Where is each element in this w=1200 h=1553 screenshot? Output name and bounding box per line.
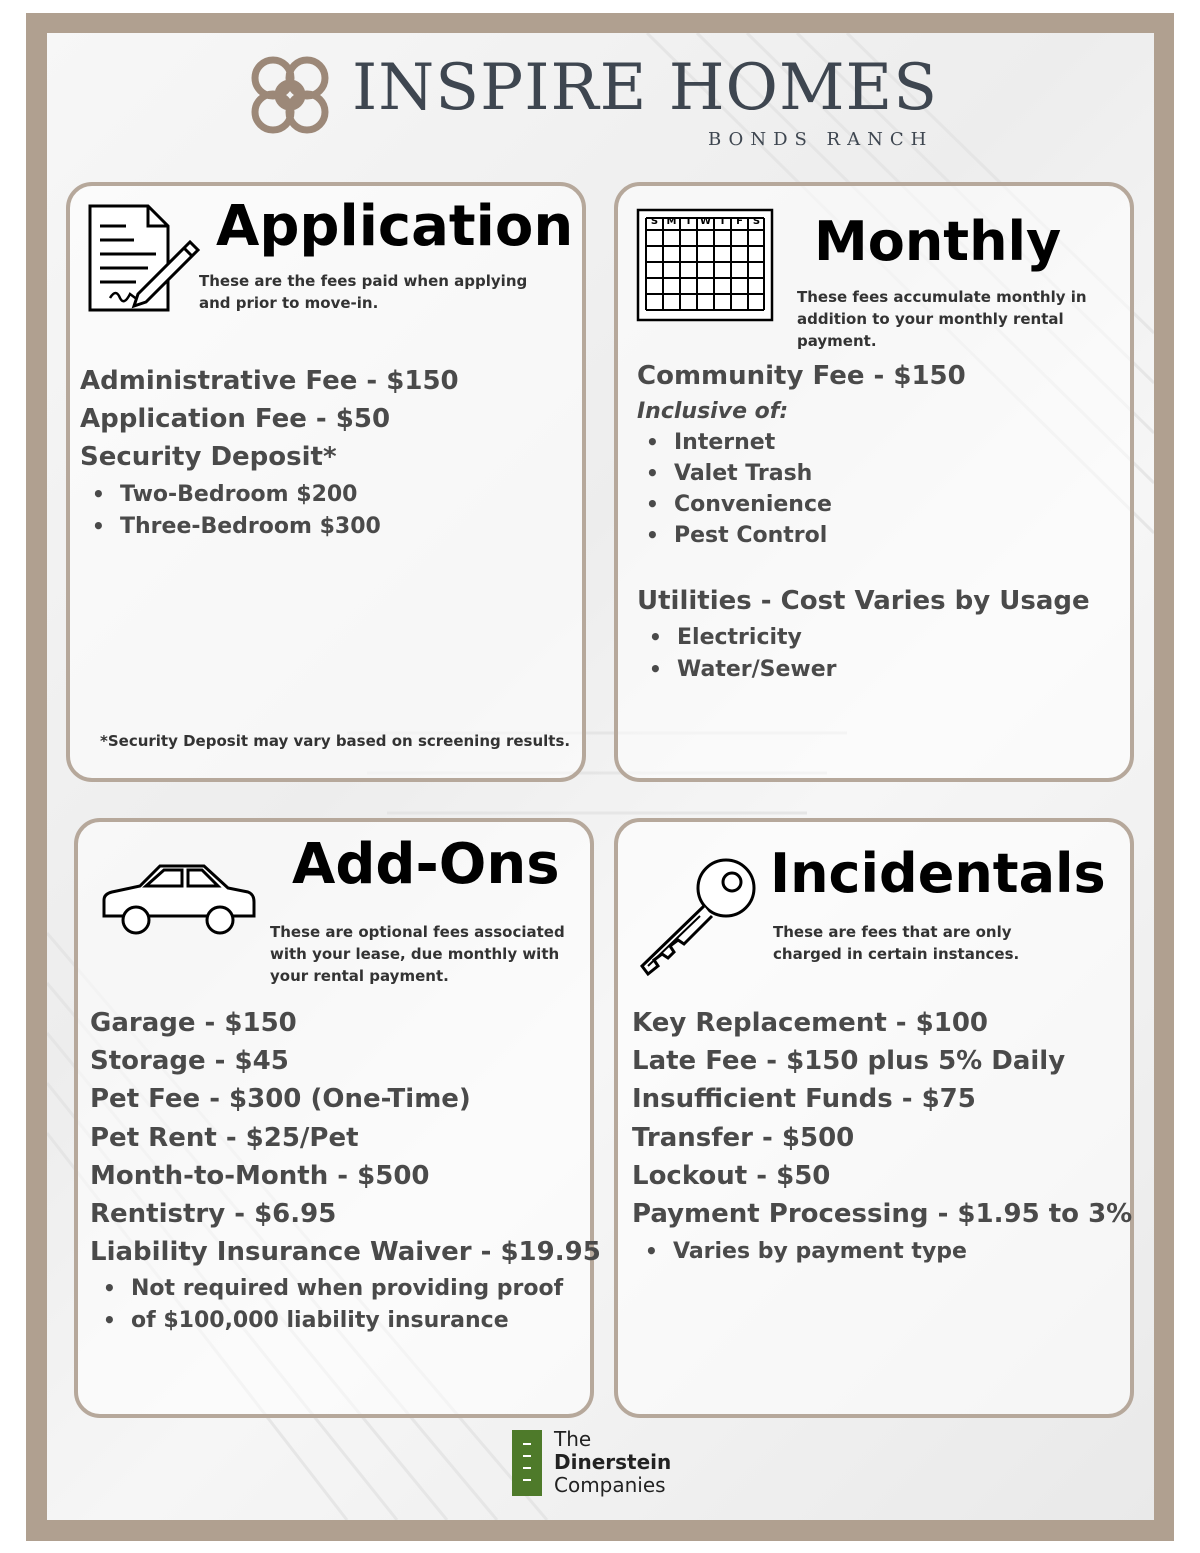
fee-item: Rentistry - $6.95 [90,1199,337,1229]
monthly-description: These fees accumulate monthly in addition to your monthly rental payment. [797,288,1087,350]
footer-line: The [554,1427,592,1451]
waiver-note: • Not required when providing proof [131,1276,563,1301]
addons-title: Add-Ons [292,832,560,897]
calendar-day-label: S [752,216,761,227]
fee-item: Pet Rent - $25/Pet [90,1123,359,1153]
celtic-knot-logo-icon [243,48,337,142]
calendar-day-label: W [699,216,712,227]
key-icon [634,854,760,980]
list-item: • Water/Sewer [677,657,837,682]
fee-item: Liability Insurance Waiver - $19.95 [90,1237,601,1267]
calendar-day-label: M [666,216,677,227]
list-item: • Pest Control [674,523,827,548]
calendar-day-label: T [719,216,726,227]
fee-item: Insufficient Funds - $75 [632,1084,976,1114]
calendar-day-label: F [736,216,743,227]
monthly-title: Monthly [814,210,1062,273]
list-item: • Internet [674,430,775,455]
processing-note: • Varies by payment type [673,1239,967,1264]
security-deposit-footnote: *Security Deposit may vary based on screening results. [100,732,571,750]
inclusive-label: Inclusive of: [637,399,789,424]
list-item: • Valet Trash [674,461,812,486]
fee-item: Month-to-Month - $500 [90,1161,430,1191]
brand-name: INSPIRE HOMES [352,51,939,125]
car-icon [100,860,258,938]
fee-item: Administrative Fee - $150 [80,366,459,396]
fee-item: Garage - $150 [90,1008,297,1038]
list-item: • Two-Bedroom $200 [120,482,358,507]
document-signing-icon [86,202,202,314]
fee-item: Security Deposit* [80,442,337,472]
brand-subtitle: BONDS RANCH [708,129,934,150]
waiver-note-continued: • of $100,000 liability insurance [131,1308,509,1333]
incidentals-title: Incidentals [770,842,1106,905]
list-item: • Convenience [674,492,832,517]
fee-item: Late Fee - $150 plus 5% Daily [632,1046,1066,1076]
fee-item: Application Fee - $50 [80,404,391,434]
footer-line: Dinerstein [554,1450,672,1474]
application-description: These are the fees paid when applying and prior to move-in. [199,272,528,312]
community-fee: Community Fee - $150 [637,361,966,391]
list-item: • Three-Bedroom $300 [120,514,381,539]
fee-item: Storage - $45 [90,1046,289,1076]
incidentals-description: These are fees that are only charged in certain instances. [773,923,1020,963]
dinerstein-logo-icon [512,1430,542,1496]
utilities-fee: Utilities - Cost Varies by Usage [637,586,1090,616]
fee-item: Lockout - $50 [632,1161,831,1191]
fee-item: Pet Fee - $300 (One-Time) [90,1084,471,1114]
addons-description: These are optional fees associated with your lease, due monthly with your rental payment. [270,923,565,985]
list-item: • Electricity [677,625,802,650]
footer-line: Companies [554,1473,666,1497]
fee-item: Transfer - $500 [632,1123,855,1153]
footer-company-name [554,1428,671,1497]
application-title: Application [216,194,574,259]
calendar-day-labels [646,216,766,230]
fee-item: Key Replacement - $100 [632,1008,989,1038]
calendar-day-label: T [685,216,692,227]
calendar-day-label: S [650,216,659,227]
fee-item: Payment Processing - $1.95 to 3% [632,1199,1133,1229]
